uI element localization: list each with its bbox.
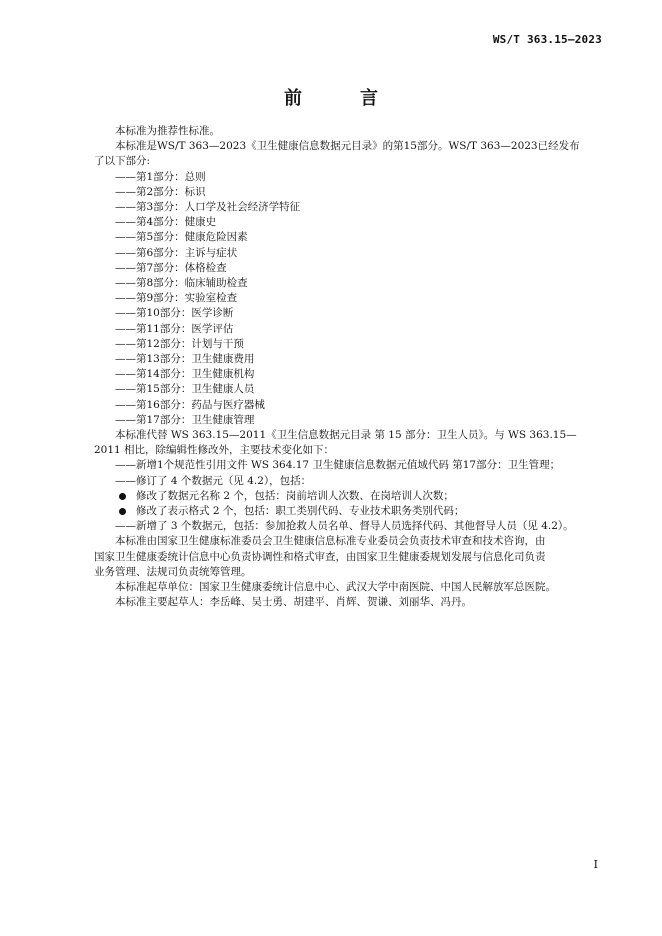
page-number: I: [593, 858, 598, 871]
part-list-item: ——第3部分：人口学及社会经济学特征: [115, 201, 301, 214]
part-list-item: ——第11部分：医学评估: [115, 322, 234, 335]
part-list-item: ——第14部分：卫生健康机构: [115, 368, 255, 381]
part-list-item: ——第16部分：药品与医疗器械: [115, 398, 265, 411]
part-statement-line-1: 本标准是WS/T 363—2023《卫生健康信息数据元目录》的第15部分。WS/T 363—2023已经发布: [115, 140, 580, 153]
part-list-item: ——第8部分：临床辅助检查: [115, 277, 248, 290]
drafters: 本标准主要起草人：李岳峰、吴士勇、胡建平、肖辉、贺谦、刘丽华、冯丹。: [115, 596, 472, 609]
part-list-item: ——第4部分：健康史: [115, 216, 217, 229]
responsibility-line-3: 业务管理、法规司负责统筹管理。: [94, 565, 252, 578]
change-added-reference: ——新增1个规范性引用文件 WS 364.17 卫生健康信息数据元值域代码 第17部分：卫生管理；: [115, 459, 561, 472]
part-list-item: ——第1部分：总则: [115, 170, 206, 183]
foreword-body: [94, 124, 600, 611]
change-bullet-text: 修改了数据元名称 2 个，包括：岗前培训人次数、在岗培训人次数；: [136, 489, 454, 502]
part-list-item: ——第7部分：体格检查: [115, 261, 227, 274]
bullet-icon: [119, 493, 126, 500]
part-list-item: ——第9部分：实验室检查: [115, 292, 238, 305]
change-bullet-item: [94, 489, 600, 504]
bullet-icon: [119, 508, 126, 515]
responsibility-line-1: 本标准由国家卫生健康标准委员会卫生健康信息标准专业委员会负责技术审查和技术咨询，由: [115, 535, 546, 548]
responsibility-line-2: 国家卫生健康委统计信息中心负责协调性和格式审查，由国家卫生健康委规划发展与信息化司负责: [94, 550, 546, 563]
part-list-item: ——第12部分：计划与干预: [115, 337, 244, 350]
part-list-item: ——第17部分：卫生健康管理: [115, 413, 255, 426]
page-title: 前 言: [284, 88, 398, 109]
change-revised-elements: ——修订了 4 个数据元（见 4.2），包括：: [115, 474, 312, 487]
part-list-item: ——第6部分：主诉与症状: [115, 246, 238, 259]
part-statement-line-2: 了以下部分:: [94, 155, 151, 168]
change-bullet-text: 修改了表示格式 2 个，包括：职工类别代码、专业技术职务类别代码；: [136, 505, 465, 518]
change-added-elements: ——新增了 3 个数据元，包括：参加抢救人员名单、督导人员选择代码、其他督导人员（见 4.2）。: [115, 520, 574, 533]
standard-number: WS/T 363.15—2023: [492, 33, 602, 46]
part-list-item: ——第15部分：卫生健康人员: [115, 383, 255, 396]
recommended-statement: 本标准为推荐性标准。: [115, 125, 220, 137]
part-list-item: ——第10部分：医学诊断: [115, 307, 234, 320]
part-list-item: ——第5部分：健康危险因素: [115, 231, 248, 244]
replace-statement-line-1: 本标准代替 WS 363.15—2011《卫生信息数据元目录 第 15 部分：卫生人员》。与 WS 363.15—: [115, 429, 577, 442]
drafting-units: 本标准起草单位：国家卫生健康委统计信息中心、武汉大学中南医院、中国人民解放军总医院。: [115, 581, 556, 594]
replace-statement-line-2: 2011 相比，除编辑性修改外，主要技术变化如下：: [94, 444, 335, 457]
part-list-item: ——第13部分：卫生健康费用: [115, 353, 255, 366]
change-bullet-item: [94, 504, 600, 519]
part-list-item: ——第2部分：标识: [115, 185, 206, 198]
